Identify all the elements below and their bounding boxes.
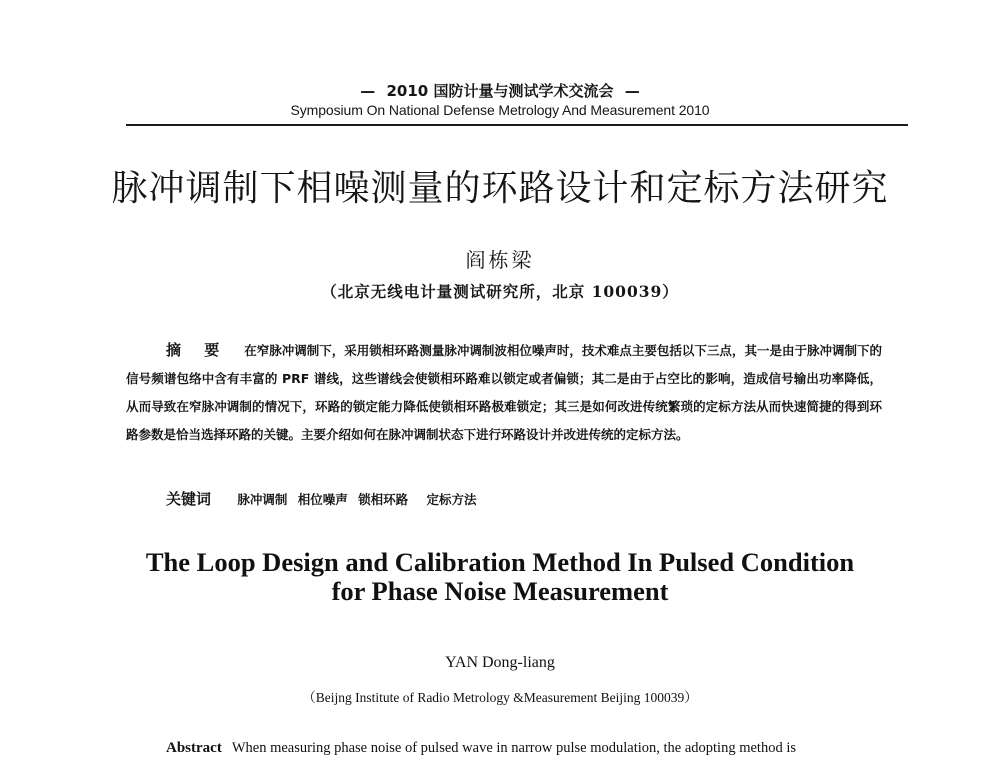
header-rule	[126, 124, 908, 126]
abstract-label-en: Abstract	[166, 740, 222, 756]
abstract-en	[166, 740, 906, 757]
affiliation-cn: （北京无线电计量测试研究所，北京 100039）	[321, 282, 679, 301]
paper-title-en-line2: for Phase Noise Measurement	[331, 576, 669, 606]
header-dash-left: —	[360, 82, 376, 100]
keyword-item: 锁相环路	[358, 492, 409, 507]
keywords-cn	[166, 488, 483, 509]
abstract-text-en: When measuring phase noise of pulsed wave in narrow pulse modulation, the adopting method is	[231, 740, 796, 756]
conference-name-en: Symposium On National Defense Metrology And Measurement 2010	[290, 102, 710, 118]
paper-title-en-line1: The Loop Design and Calibration Method In Pulsed Condition	[145, 547, 855, 577]
conference-name-cn: 2010 国防计量与测试学术交流会	[386, 82, 614, 100]
keywords-label-cn: 关键词	[166, 490, 212, 508]
keyword-item: 定标方法	[426, 492, 477, 507]
paper-title-en	[0, 548, 1000, 606]
abstract-label-cn: 摘 要	[166, 341, 229, 359]
author-name-cn: 阎栋梁	[465, 248, 535, 272]
abstract-cn	[126, 336, 882, 449]
keyword-item: 脉冲调制	[237, 492, 288, 507]
header-dash-right: —	[624, 82, 640, 100]
keyword-item: 相位噪声	[297, 492, 348, 507]
abstract-text-cn: 在窄脉冲调制下，采用锁相环路测量脉冲调制波相位噪声时，技术难点主要包括以下三点，其一是由于脉冲调制下的信号频谱包络中含有丰富的 PRF 谱线，这些谱线会使锁相环路难以锁定或者偏锁；其二是由于占空比的影响，造成信号输出功率降低，从而导致在窄脉冲调制的情况下，环路的锁定能力降低使锁相环路极难锁定；其三是如何改进传统繁琐的定标方法从而快速简捷的得到环路参数是恰当选择环路的关键。主要介绍如何在脉冲调制状态下进行环路设计并改进传统的定标方法。	[126, 343, 882, 442]
author-name-en: YAN Dong-liang	[445, 654, 555, 671]
affiliation-en: （Beijng Institute of Radio Metrology &Measurement Beijing 100039）	[302, 690, 698, 705]
paper-title-cn: 脉冲调制下相噪测量的环路设计和定标方法研究	[111, 168, 889, 209]
conference-header-cn	[0, 80, 1000, 101]
